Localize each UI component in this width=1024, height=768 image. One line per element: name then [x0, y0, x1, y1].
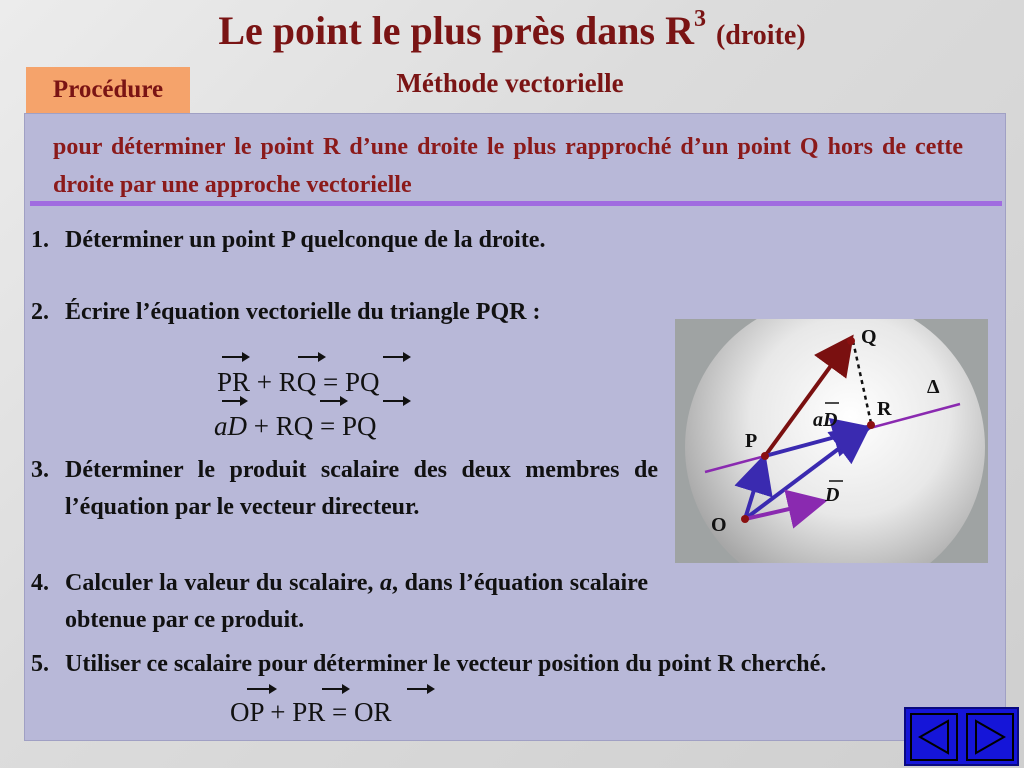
- sphere-shading: [685, 319, 985, 563]
- label-R: R: [877, 398, 892, 420]
- step-text: Écrire l’équation vectorielle du triangle PQR :: [65, 299, 541, 325]
- vector-arrow: [383, 356, 409, 358]
- step-number: 3.: [31, 457, 49, 483]
- vector-diagram: [675, 319, 988, 563]
- step-1: [31, 222, 645, 296]
- point-Q: [847, 337, 855, 345]
- point-P: [761, 452, 769, 460]
- title-suffix: (droite): [715, 20, 806, 51]
- previous-button[interactable]: [910, 713, 958, 761]
- step-text-b: , dans l’équation scalaire obtenue par ce produit.: [65, 570, 648, 633]
- procedure-tag: [26, 67, 190, 113]
- equation-rest: + RQ = PQ: [247, 411, 377, 441]
- scalar-name: a: [379, 570, 392, 596]
- vector-arrow: [222, 400, 246, 402]
- label-P: P: [745, 430, 758, 452]
- label-Q: Q: [861, 326, 877, 348]
- next-button[interactable]: [966, 713, 1014, 761]
- step-3: [31, 452, 658, 563]
- label-aD: aD: [813, 409, 838, 431]
- vector-arrow: [247, 688, 275, 690]
- navigation-bar: [904, 707, 1019, 766]
- step-text-a: Calculer la valeur du scalaire,: [65, 570, 374, 596]
- title-text: Le point le plus près dans R: [218, 8, 694, 53]
- step-number: 1.: [31, 227, 49, 253]
- page-title: [0, 6, 1024, 54]
- previous-icon: [912, 715, 956, 759]
- subtitle: Méthode vectorielle: [396, 68, 624, 98]
- step-number: 5.: [31, 651, 49, 677]
- vector-arrow: [298, 356, 324, 358]
- step-number: 2.: [31, 299, 49, 325]
- vector-arrow: [407, 688, 433, 690]
- step-number: 4.: [31, 570, 49, 596]
- vector-arrow: [322, 688, 348, 690]
- intro-text: pour déterminer le point R d’une droite le plus rapproché d’un point Q hors de cette droite par une approche vectorielle: [53, 134, 963, 198]
- divider: [30, 201, 1002, 206]
- vector-equation-2: [214, 411, 376, 442]
- label-D: D: [825, 484, 840, 506]
- vector-arrow: [320, 400, 346, 402]
- vector-arrow: [383, 400, 409, 402]
- point-R: [867, 421, 875, 429]
- point-O: [741, 515, 749, 523]
- step-4: [31, 565, 648, 639]
- step-text: Utiliser ce scalaire pour déterminer le vecteur position du point R cherché.: [65, 651, 827, 677]
- scalar-vector: aD: [214, 411, 247, 441]
- vector-equation-1: PR + RQ = PQ: [217, 367, 380, 397]
- vector-equation-3: OP + PR = OR: [230, 697, 392, 727]
- procedure-tag-label: Procédure: [52, 76, 164, 103]
- step-text: Déterminer le produit scalaire des deux membres de l’équation par le vecteur directeur.: [65, 457, 658, 520]
- step-text: Déterminer un point P quelconque de la droite.: [65, 227, 546, 253]
- step-2: [31, 294, 651, 368]
- step-text: [65, 565, 648, 639]
- label-O: O: [711, 514, 727, 536]
- step-5: [31, 646, 956, 720]
- next-icon: [968, 715, 1012, 759]
- vector-arrow: [222, 356, 248, 358]
- title-superscript: 3: [693, 6, 706, 32]
- label-delta: Δ: [927, 376, 940, 398]
